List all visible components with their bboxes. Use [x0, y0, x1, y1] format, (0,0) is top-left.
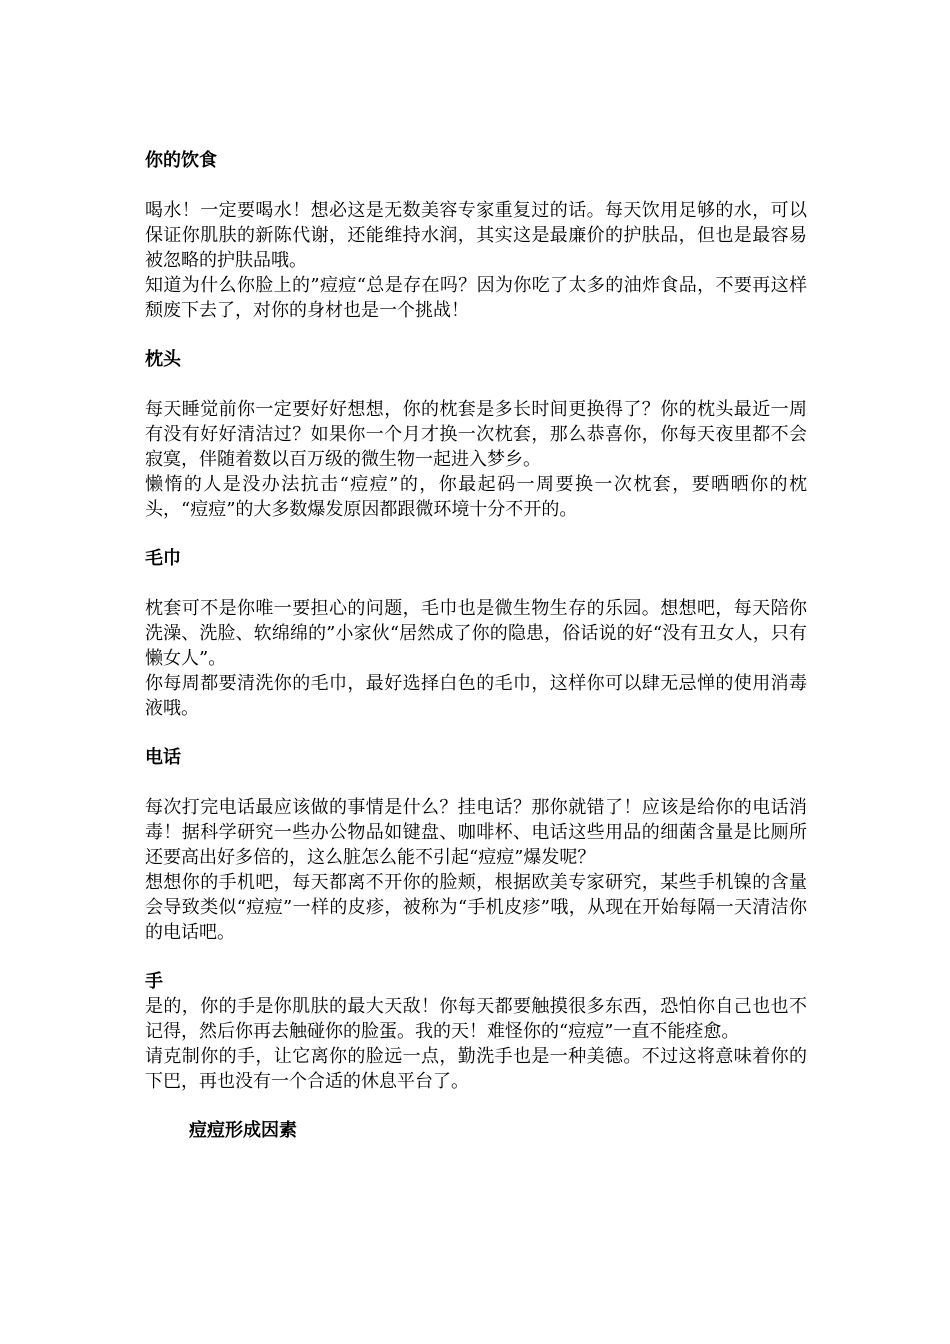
heading-acne-causes: 痘痘形成因素: [189, 1120, 297, 1141]
paragraph-pillow-2: 懒惰的人是没办法抗击“痘痘”的，你最起码一周要换一次枕套，要晒晒你的枕头，“痘痘”的大多数爆发原因都跟微环境十分不开的。: [145, 474, 807, 520]
heading-pillow: 枕头: [145, 349, 181, 370]
heading-phone: 电话: [145, 747, 181, 768]
paragraph-hands-1: 是的，你的手是你肌肤的最大天敌！你每天都要触摸很多东西，恐怕你自己也也不记得，然后你再去触碰你的脸蛋。我的天！难怪你的“痘痘”一直不能痊愈。: [145, 996, 807, 1042]
paragraph-towel-2: 你每周都要清洗你的毛巾，最好选择白色的毛巾，这样你可以肆无忌惮的使用消毒液哦。: [145, 673, 807, 719]
paragraph-pillow-1: 每天睡觉前你一定要好好想想，你的枕套是多长时间更换得了？你的枕头最近一周有没有好好清洁过？如果你一个月才换一次枕套，那么恭喜你，你每天夜里都不会寂寞，伴随着数以百万级的微生物一起进入梦乡。: [145, 399, 807, 470]
heading-diet: 你的饮食: [145, 150, 217, 171]
heading-hands: 手: [145, 971, 163, 992]
paragraph-diet-2: 知道为什么你脸上的”痘痘“总是存在吗？因为你吃了太多的油炸食品，不要再这样颓废下去了，对你的身材也是一个挑战！: [145, 275, 807, 321]
paragraph-phone-1: 每次打完电话最应该做的事情是什么？挂电话？那你就错了！应该是给你的电话消毒！据科学研究一些办公物品如键盘、咖啡杯、电话这些用品的细菌含量是比厕所还要高出好多倍的，这么脏怎么能不引起“痘痘”爆发呢？: [145, 797, 807, 868]
document-body: [145, 148, 807, 1143]
paragraph-phone-2: 想想你的手机吧，每天都离不开你的脸颊，根据欧美专家研究，某些手机镍的含量会导致类似“痘痘”一样的皮疹，被称为“手机皮疹”哦，从现在开始每隔一天清洁你的电话吧。: [145, 872, 807, 943]
paragraph-hands-2: 请克制你的手，让它离你的脸远一点，勤洗手也是一种美德。不过这将意味着你的下巴，再也没有一个合适的休息平台了。: [145, 1046, 807, 1092]
heading-towel: 毛巾: [145, 548, 181, 569]
paragraph-diet-1: 喝水！一定要喝水！想必这是无数美容专家重复过的话。每天饮用足够的水，可以保证你肌肤的新陈代谢，还能维持水润，其实这是最廉价的护肤品，但也是最容易被忽略的护肤品哦。: [145, 200, 807, 271]
paragraph-towel-1: 枕套可不是你唯一要担心的问题，毛巾也是微生物生存的乐园。想想吧，每天陪你洗澡、洗脸、软绵绵的”小家伙“居然成了你的隐患，俗话说的好“没有丑女人，只有懒女人”。: [145, 598, 807, 669]
